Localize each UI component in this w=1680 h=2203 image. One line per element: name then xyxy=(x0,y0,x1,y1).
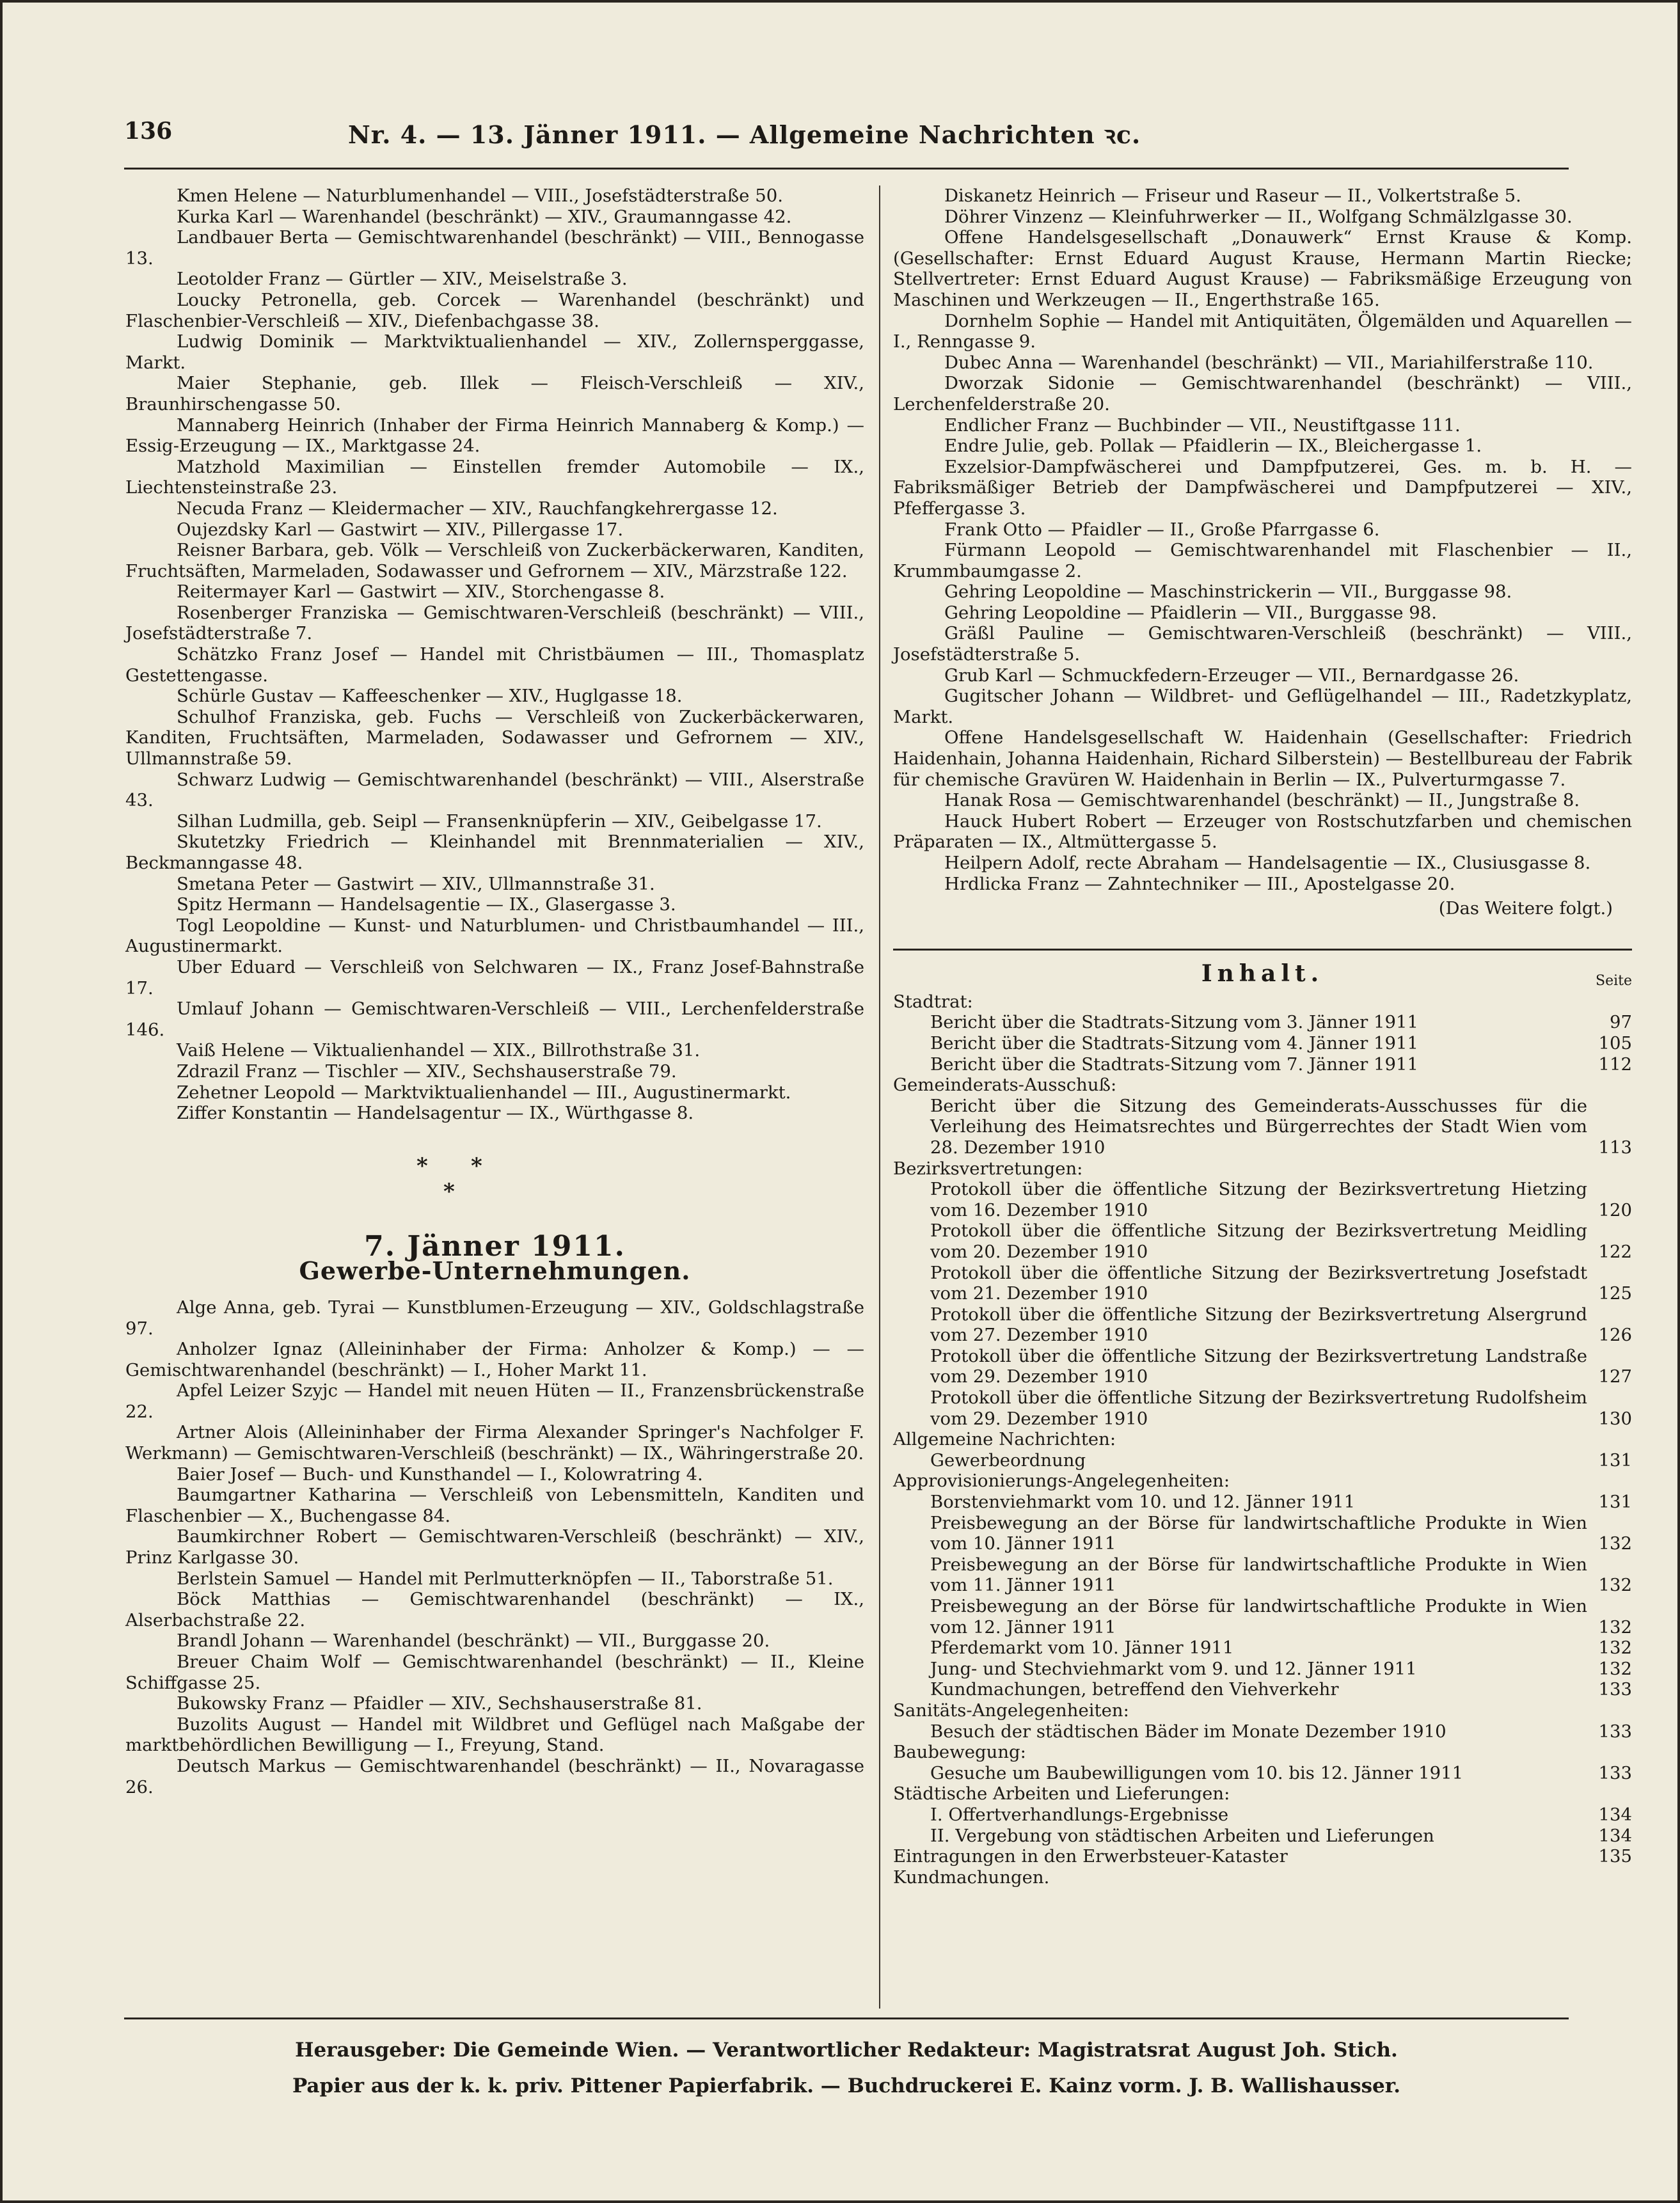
register-entry: Berlstein Samuel — Handel mit Perlmutterknöpfen — II., Taborstraße 51. xyxy=(177,1568,834,1589)
toc-item-text: Städtische Arbeiten und Lieferungen: xyxy=(893,1783,1230,1804)
toc-item-text: Allgemeine Nachrichten: xyxy=(893,1429,1116,1450)
toc-item-page: 126 xyxy=(1598,1325,1632,1346)
toc-item-page: 127 xyxy=(1598,1366,1632,1387)
toc-item-text: Protokoll über die öffentliche Sitzung der Bezirksvertretung Hietzing vom 16. Dezember 1910 xyxy=(930,1179,1587,1220)
register-entry: Necuda Franz — Kleidermacher — XIV., Rauchfangkehrergasse 12. xyxy=(177,498,778,519)
section-title: Gewerbe-Unternehmungen. xyxy=(299,1256,691,1286)
toc-item-text: Kundmachungen, betreffend den Viehverkehr xyxy=(930,1679,1339,1700)
toc-item xyxy=(893,1387,1632,1429)
register-entry: Smetana Peter — Gastwirt — XIV., Ullmannstraße 31. xyxy=(177,873,655,894)
register-entry: Offene Handelsgesellschaft „Donauwerk“ Ernst Krause & Komp. (Gesellschafter: Ernst Eduard August Krause, Hermann Martin Riecke; Stellvertreter: Ernst Eduard August Krause) — Fabriksmäßige Erzeugung von Maschinen und Werkzeugen — II., Engerthstraße 165. xyxy=(893,227,1632,310)
register-entry: Skutetzky Friedrich — Kleinhandel mit Brennmaterialien — XIV., Beckmanngasse 48. xyxy=(125,832,864,873)
register-entry: Spitz Hermann — Handelsagentie — IX., Glasergasse 3. xyxy=(177,894,676,915)
toc-item-page: 134 xyxy=(1598,1825,1632,1846)
toc-item-page: 134 xyxy=(1598,1804,1632,1825)
toc-item-text: I. Offertverhandlungs-Ergebnisse xyxy=(930,1804,1229,1825)
toc-item-text: Preisbewegung an der Börse für landwirtschaftliche Produkte in Wien vom 12. Jänner 1911 xyxy=(930,1596,1587,1638)
page-header xyxy=(124,118,1569,152)
entries-list-right xyxy=(893,186,1632,894)
register-entry: Heilpern Adolf, recte Abraham — Handelsagentie — IX., Clusiusgasse 8. xyxy=(944,853,1591,873)
register-entry: Hanak Rosa — Gemischtwarenhandel (beschränkt) — II., Jungstraße 8. xyxy=(944,790,1580,811)
register-entry: Grub Karl — Schmuckfedern-Erzeuger — VII., Bernardgasse 26. xyxy=(944,665,1519,686)
register-entry: Apfel Leizer Szyjc — Handel mit neuen Hüten — II., Franzensbrückenstraße 22. xyxy=(125,1380,864,1422)
register-entry: Reitermayer Karl — Gastwirt — XIV., Storchengasse 8. xyxy=(177,581,665,603)
toc-item xyxy=(893,1096,1632,1158)
register-entry: Artner Alois (Alleininhaber der Firma Alexander Springer's Nachfolger F. Werkmann) — Gemischtwaren-Verschleiß (beschränkt) — IX., Währingerstraße 20. xyxy=(125,1422,864,1464)
toc-item-text: Bericht über die Sitzung des Gemeinderats-Ausschusses für die Verleihung des Heimatsrechtes und Bürgerrechtes der Stadt Wien vom 28. Dezember 1910 xyxy=(930,1095,1587,1158)
toc-item-text: Sanitäts-Angelegenheiten: xyxy=(893,1700,1129,1721)
toc-category xyxy=(893,1783,1632,1804)
left-column xyxy=(125,186,864,1797)
register-entry: Schwarz Ludwig — Gemischtwarenhandel (beschränkt) — VIII., Alserstraße 43. xyxy=(125,769,864,811)
toc-item-text: Protokoll über die öffentliche Sitzung der Bezirksvertretung Meidling vom 20. Dezember 1910 xyxy=(930,1220,1587,1262)
toc-item-text: II. Vergebung von städtischen Arbeiten und Lieferungen xyxy=(930,1825,1434,1846)
separator-star: * xyxy=(443,1178,455,1204)
register-entry: Endre Julie, geb. Pollak — Pfaidlerin — IX., Bleichergasse 1. xyxy=(944,436,1482,457)
toc-item xyxy=(893,1054,1632,1075)
toc-item-text: Protokoll über die öffentliche Sitzung der Bezirksvertretung Alsergrund vom 27. Dezember 1910 xyxy=(930,1304,1587,1346)
table-of-contents xyxy=(893,991,1632,1888)
toc-item-page: 132 xyxy=(1598,1638,1632,1659)
toc-item xyxy=(893,1220,1632,1262)
toc-item-text: Stadtrat: xyxy=(893,991,973,1012)
day-title: 7. Jänner 1911. xyxy=(364,1229,626,1263)
register-entry: Matzhold Maximilian — Einstellen fremder Automobile — IX., Liechtensteinstraße 23. xyxy=(125,456,864,498)
entries-list-top xyxy=(125,186,864,1124)
register-entry: Schätzko Franz Josef — Handel mit Christbäumen — III., Thomasplatz Gestettengasse. xyxy=(125,644,864,686)
register-entry: Breuer Chaim Wolf — Gemischtwarenhandel (beschränkt) — II., Kleine Schiffgasse 25. xyxy=(125,1652,864,1693)
register-entry: Buzolits August — Handel mit Wildbret und Geflügel nach Maßgabe der marktbehördlichen Bewilligung — I., Freyung, Stand. xyxy=(125,1714,864,1756)
toc-item xyxy=(893,1346,1632,1387)
toc-item xyxy=(893,1513,1632,1554)
toc-item xyxy=(893,1033,1632,1054)
toc-item-text: Gewerbeordnung xyxy=(930,1449,1086,1471)
toc-item-page: 133 xyxy=(1598,1679,1632,1700)
toc-item xyxy=(893,1179,1632,1220)
toc-item-text: Pferdemarkt vom 10. Jänner 1911 xyxy=(930,1638,1234,1659)
toc-item xyxy=(893,1492,1632,1513)
toc-item xyxy=(893,1263,1632,1304)
register-entry: Brandl Johann — Warenhandel (beschränkt) — VII., Burggasse 20. xyxy=(177,1631,770,1652)
register-entry: Ludwig Dominik — Marktviktualienhandel — XIV., Zollernsperggasse, Markt. xyxy=(125,331,864,373)
toc-item-page: 132 xyxy=(1598,1616,1632,1638)
register-entry: Böck Matthias — Gemischtwarenhandel (beschränkt) — IX., Alserbachstraße 22. xyxy=(125,1589,864,1631)
register-entry: Baier Josef — Buch- und Kunsthandel — I., Kolowratring 4. xyxy=(177,1464,703,1485)
register-entry: Zdrazil Franz — Tischler — XIV., Sechshauserstraße 79. xyxy=(177,1061,677,1082)
toc-category xyxy=(893,1846,1632,1867)
register-entry: Silhan Ludmilla, geb. Seipl — Fransenknüpferin — XIV., Geibelgasse 17. xyxy=(177,810,822,832)
register-entry: Gehring Leopoldine — Maschinstrickerin — VII., Burggasse 98. xyxy=(944,581,1512,603)
register-entry: Anholzer Ignaz (Alleininhaber der Firma: Anholzer & Komp.) — — Gemischtwarenhandel (beschränkt) — I., Hoher Markt 11. xyxy=(125,1339,864,1380)
toc-category xyxy=(893,1158,1632,1180)
register-entry: Kmen Helene — Naturblumenhandel — VIII., Josefstädterstraße 50. xyxy=(177,186,783,206)
register-entry: Bukowsky Franz — Pfaidler — XIV., Sechshauserstraße 81. xyxy=(177,1693,702,1714)
register-entry: Endlicher Franz — Buchbinder — VII., Neustiftgasse 111. xyxy=(944,415,1461,436)
toc-item-page: 132 xyxy=(1598,1658,1632,1679)
toc-item-text: Bericht über die Stadtrats-Sitzung vom 4. Jänner 1911 xyxy=(930,1032,1418,1054)
toc-item-page: 135 xyxy=(1598,1846,1632,1867)
register-entry: Vaiß Helene — Viktualienhandel — XIX., Billrothstraße 31. xyxy=(177,1040,701,1061)
toc-item-page: 130 xyxy=(1598,1408,1632,1429)
register-entry: Togl Leopoldine — Kunst- und Naturblumen- und Christbaumhandel — III., Augustinermarkt. xyxy=(125,915,864,957)
toc-category xyxy=(893,1867,1632,1888)
toc-item-text: Eintragungen in den Erwerbsteuer-Kataster xyxy=(893,1846,1288,1867)
toc-category xyxy=(893,1742,1632,1763)
register-entry: Leotolder Franz — Gürtler — XIV., Meiselstraße 3. xyxy=(177,269,628,290)
toc-item-page: 133 xyxy=(1598,1721,1632,1742)
register-entry: Umlauf Johann — Gemischtwaren-Verschleiß — VIII., Lerchenfelderstraße 146. xyxy=(125,999,864,1040)
toc-item-page: 131 xyxy=(1598,1492,1632,1513)
register-entry: Schürle Gustav — Kaffeeschenker — XIV., Huglgasse 18. xyxy=(177,686,683,707)
toc-item xyxy=(893,1826,1632,1847)
toc-item xyxy=(893,1450,1632,1471)
toc-item-text: Borstenviehmarkt vom 10. und 12. Jänner 1911 xyxy=(930,1492,1356,1513)
toc-category xyxy=(893,1700,1632,1721)
toc-item-text: Jung- und Stechviehmarkt vom 9. und 12. Jänner 1911 xyxy=(930,1658,1417,1679)
right-column xyxy=(893,186,1632,1888)
toc-item xyxy=(893,1721,1632,1742)
toc-item-text: Kundmachungen. xyxy=(893,1867,1050,1888)
column-divider xyxy=(879,186,880,2009)
toc-item xyxy=(893,1304,1632,1346)
toc-item xyxy=(893,1596,1632,1638)
toc-item-page: 133 xyxy=(1598,1762,1632,1783)
toc-item-text: Protokoll über die öffentliche Sitzung der Bezirksvertretung Josefstadt vom 21. Dezember 1910 xyxy=(930,1262,1587,1304)
toc-item xyxy=(893,1012,1632,1033)
register-entry: Hauck Hubert Robert — Erzeuger von Rostschutzfarben und chemischen Präparaten — IX., Altmüttergasse 5. xyxy=(893,810,1632,853)
register-entry: Baumgartner Katharina — Verschleiß von Lebensmitteln, Kanditen und Flaschenbier — X., Buchengasse 84. xyxy=(125,1485,864,1526)
imprint-printer: Papier aus der k. k. priv. Pittener Papierfabrik. — Buchdruckerei E. Kainz vorm. J. B. Wallishausser. xyxy=(292,2074,1401,2097)
register-entry: Hrdlicka Franz — Zahntechniker — III., Apostelgasse 20. xyxy=(944,873,1455,894)
register-entry: Dubec Anna — Warenhandel (beschränkt) — VII., Mariahilferstraße 110. xyxy=(944,352,1594,373)
toc-item-text: Bericht über die Stadtrats-Sitzung vom 7. Jänner 1911 xyxy=(930,1054,1418,1075)
register-entry: Reisner Barbara, geb. Völk — Verschleiß von Zuckerbäckerwaren, Kanditen, Fruchtsäften, Marmeladen, Sodawasser und Gefrornem — XIV., Märzstraße 122. xyxy=(125,540,864,581)
register-entry: Fürmann Leopold — Gemischtwarenhandel mit Flaschenbier — II., Krummbaumgasse 2. xyxy=(893,540,1632,581)
toc-item-text: Gemeinderats-Ausschuß: xyxy=(893,1075,1117,1096)
toc-category xyxy=(893,1075,1632,1096)
separator-star: * xyxy=(471,1153,482,1179)
toc-item-text: Gesuche um Baubewilligungen vom 10. bis 12. Jänner 1911 xyxy=(930,1762,1464,1783)
register-entry: Döhrer Vinzenz — Kleinfuhrwerker — II., Wolfgang Schmälzlgasse 30. xyxy=(944,206,1573,227)
toc-item-text: Preisbewegung an der Börse für landwirtschaftliche Produkte in Wien vom 11. Jänner 1911 xyxy=(930,1554,1587,1596)
register-entry: Gehring Leopoldine — Pfaidlerin — VII., Burggasse 98. xyxy=(944,602,1437,623)
toc-category xyxy=(893,991,1632,1013)
register-entry: Oujezdsky Karl — Gastwirt — XIV., Pillergasse 17. xyxy=(177,519,624,540)
toc-item-page: 132 xyxy=(1598,1575,1632,1596)
toc-page-label: Seite xyxy=(1596,972,1632,989)
register-entry: Gugitscher Johann — Wildbret- und Geflügelhandel — III., Radetzkyplatz, Markt. xyxy=(893,686,1632,727)
issue-title: Nr. 4. — 13. Jänner 1911. — Allgemeine Nachrichten ꝛc. xyxy=(348,120,1141,149)
register-entry: Rosenberger Franziska — Gemischtwaren-Verschleiß (beschränkt) — VIII., Josefstädterstraße 7. xyxy=(125,602,864,644)
register-entry: Schulhof Franziska, geb. Fuchs — Verschleiß von Zuckerbäckerwaren, Kanditen, Fruchtsäften, Marmeladen, Sodawasser und Gefrornem — XIV., Ullmannstraße 59. xyxy=(125,706,864,770)
register-entry: Ziffer Konstantin — Handelsagentur — IX., Würthgasse 8. xyxy=(177,1103,694,1124)
toc-category xyxy=(893,1429,1632,1450)
register-entry: Exzelsior-Dampfwäscherei und Dampfputzerei, Ges. m. b. H. — Fabriksmäßiger Betrieb der Dampfwäscherei und Dampfputzerei — XIV., Pfeffergasse 3. xyxy=(893,456,1632,519)
toc-item xyxy=(893,1659,1632,1680)
register-entry: Alge Anna, geb. Tyrai — Kunstblumen-Erzeugung — XIV., Goldschlagstraße 97. xyxy=(125,1297,864,1339)
toc-item-text: Protokoll über die öffentliche Sitzung der Bezirksvertretung Landstraße vom 29. Dezember 1910 xyxy=(930,1345,1587,1387)
toc-item-page: 113 xyxy=(1598,1137,1632,1158)
toc-item-text: Preisbewegung an der Börse für landwirtschaftliche Produkte in Wien vom 10. Jänner 1911 xyxy=(930,1512,1587,1554)
toc-item-page: 112 xyxy=(1598,1054,1632,1075)
toc-rule xyxy=(893,949,1632,951)
page-number: 136 xyxy=(124,118,173,145)
toc-item xyxy=(893,1638,1632,1659)
toc-item-page: 97 xyxy=(1610,1012,1632,1033)
register-entry: Offene Handelsgesellschaft W. Haidenhain (Gesellschafter: Friedrich Haidenhain, Johanna Haidenhain, Richard Silberstein) — Bestellbureau der Fabrik für chemische Gravüren W. Haidenhain in Berlin — IX., Pulverturmgasse 7. xyxy=(893,727,1632,790)
register-entry: Maier Stephanie, geb. Illek — Fleisch-Verschleiß — XIV., Braunhirschengasse 50. xyxy=(125,373,864,415)
toc-item-text: Bericht über die Stadtrats-Sitzung vom 3. Jänner 1911 xyxy=(930,1012,1418,1033)
toc-item-page: 132 xyxy=(1598,1533,1632,1554)
toc-item xyxy=(893,1554,1632,1596)
toc-item-page: 125 xyxy=(1598,1283,1632,1304)
toc-item-text: Besuch der städtischen Bäder im Monate Dezember 1910 xyxy=(930,1721,1446,1742)
toc-item-text: Approvisionierungs-Angelegenheiten: xyxy=(893,1471,1230,1492)
register-entry: Frank Otto — Pfaidler — II., Große Pfarrgasse 6. xyxy=(944,519,1380,540)
toc-title: Inhalt. xyxy=(1201,959,1324,987)
register-entry: Mannaberg Heinrich (Inhaber der Firma Heinrich Mannaberg & Komp.) — Essig-Erzeugung — IX., Marktgasse 24. xyxy=(125,415,864,457)
toc-category xyxy=(893,1471,1632,1492)
toc-item-text: Baubewegung: xyxy=(893,1742,1026,1763)
toc-item-page: 122 xyxy=(1598,1241,1632,1262)
toc-item xyxy=(893,1763,1632,1784)
section-separator xyxy=(125,1124,864,1220)
register-entry: Landbauer Berta — Gemischtwarenhandel (beschränkt) — VIII., Bennogasse 13. xyxy=(125,227,864,269)
register-entry: Deutsch Markus — Gemischtwarenhandel (beschränkt) — II., Novaragasse 26. xyxy=(125,1755,864,1797)
separator-star: * xyxy=(416,1153,428,1179)
register-entry: Gräßl Pauline — Gemischtwaren-Verschleiß (beschränkt) — VIII., Josefstädterstraße 5. xyxy=(893,623,1632,665)
imprint-footer xyxy=(124,2017,1569,2104)
entries-list-bottom xyxy=(125,1297,864,1797)
continued-note: (Das Weitere folgt.) xyxy=(1438,898,1613,919)
toc-item-page: 120 xyxy=(1598,1199,1632,1220)
toc-item xyxy=(893,1679,1632,1700)
register-entry: Zehetner Leopold — Marktviktualienhandel — III., Augustinermarkt. xyxy=(177,1082,791,1103)
register-entry: Baumkirchner Robert — Gemischtwaren-Verschleiß (beschränkt) — XIV., Prinz Karlgasse 30. xyxy=(125,1526,864,1568)
register-entry: Uber Eduard — Verschleiß von Selchwaren — IX., Franz Josef-Bahnstraße 17. xyxy=(125,956,864,999)
toc-item-page: 131 xyxy=(1598,1449,1632,1471)
toc-header xyxy=(893,959,1632,991)
toc-item-text: Protokoll über die öffentliche Sitzung der Bezirksvertretung Rudolfsheim vom 29. Dezember 1910 xyxy=(930,1387,1587,1429)
register-entry: Diskanetz Heinrich — Friseur und Raseur — II., Volkertstraße 5. xyxy=(944,186,1521,206)
register-entry: Kurka Karl — Warenhandel (beschränkt) — XIV., Graumanngasse 42. xyxy=(177,206,792,227)
toc-item xyxy=(893,1804,1632,1826)
register-entry: Loucky Petronella, geb. Corcek — Warenhandel (beschränkt) und Flaschenbier-Verschleiß — XIV., Diefenbachgasse 38. xyxy=(125,289,864,331)
register-entry: Dworzak Sidonie — Gemischtwarenhandel (beschränkt) — VIII., Lerchenfelderstraße 20. xyxy=(893,373,1632,415)
toc-item-text: Bezirksvertretungen: xyxy=(893,1158,1083,1179)
imprint-publisher: Herausgeber: Die Gemeinde Wien. — Verantwortlicher Redakteur: Magistratsrat August Joh. Stich. xyxy=(295,2039,1398,2062)
header-rule xyxy=(124,168,1569,170)
register-entry: Dornhelm Sophie — Handel mit Antiquitäten, Ölgemälden und Aquarellen — I., Renngasse 9. xyxy=(893,310,1632,352)
toc-item-page: 105 xyxy=(1598,1032,1632,1054)
